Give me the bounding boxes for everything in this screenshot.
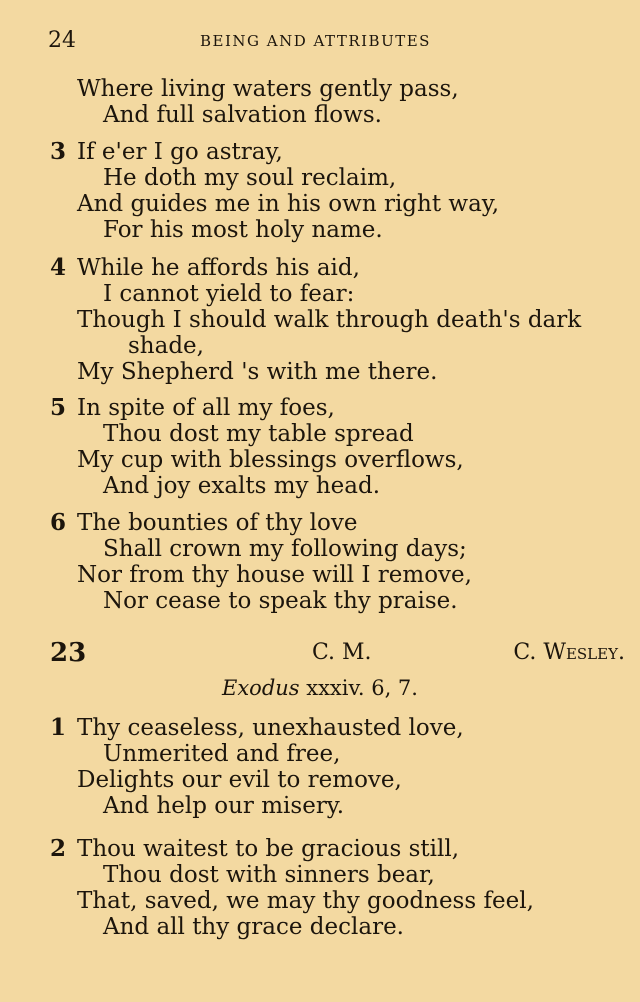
verse-line: Shall crown my following days; bbox=[103, 536, 467, 562]
verse-line: If e'er I go astray, bbox=[77, 139, 283, 165]
hymn-header bbox=[50, 638, 625, 668]
verse-line: My cup with blessings overflows, bbox=[77, 447, 464, 473]
verse-line: My Shepherd 's with me there. bbox=[77, 359, 438, 385]
verse-line: That, saved, we may thy goodness feel, bbox=[77, 888, 534, 914]
verse-line: Nor cease to speak thy praise. bbox=[103, 588, 458, 614]
verse-line: Thou dost my table spread bbox=[103, 421, 414, 447]
verse-line: While he affords his aid, bbox=[77, 255, 360, 281]
stanza-number: 4 bbox=[50, 254, 67, 281]
verse-line: And help our misery. bbox=[103, 793, 345, 819]
scripture-book: Exodus bbox=[222, 676, 300, 700]
stanza-number: 6 bbox=[50, 509, 67, 536]
verse-line: Thou waitest to be gracious still, bbox=[77, 836, 460, 862]
stanza-3 bbox=[50, 139, 630, 243]
stanza-number: 5 bbox=[50, 394, 67, 421]
verse-line: I cannot yield to fear: bbox=[103, 281, 355, 307]
stanza-4 bbox=[50, 255, 630, 385]
verse-line: And full salvation flows. bbox=[103, 102, 382, 128]
verse-line: Unmerited and free, bbox=[103, 741, 341, 767]
verse-line: Nor from thy house will I remove, bbox=[77, 562, 472, 588]
verse-line: shade, bbox=[128, 333, 204, 359]
stanza-number: 3 bbox=[50, 138, 67, 165]
verse-line: And all thy grace declare. bbox=[103, 914, 404, 940]
verse-line: And guides me in his own right way, bbox=[77, 191, 500, 217]
stanza-number: 2 bbox=[50, 835, 67, 862]
verse-line: And joy exalts my head. bbox=[103, 473, 381, 499]
hymn-author: C. Wesley. bbox=[513, 640, 625, 665]
running-title: BEING AND ATTRIBUTES bbox=[200, 32, 431, 50]
verse-line: Where living waters gently pass, bbox=[77, 76, 459, 102]
scripture-verses: xxxiv. 6, 7. bbox=[299, 676, 418, 700]
stanza-5 bbox=[50, 395, 630, 499]
stanza-6 bbox=[50, 510, 630, 614]
verse-line: The bounties of thy love bbox=[77, 510, 358, 536]
page-header bbox=[48, 28, 608, 54]
scripture-reference bbox=[222, 676, 418, 700]
verse-line: For his most holy name. bbox=[103, 217, 383, 243]
verse-line: Thy ceaseless, unexhausted love, bbox=[77, 715, 464, 741]
verse-line: Delights our evil to remove, bbox=[77, 767, 402, 793]
verse-line: Thou dost with sinners bear, bbox=[103, 862, 435, 888]
hymn-number: 23 bbox=[50, 638, 87, 668]
hymn-stanza-2 bbox=[50, 836, 630, 940]
verse-line: He doth my soul reclaim, bbox=[103, 165, 397, 191]
page-number: 24 bbox=[48, 28, 76, 53]
hymn-stanza-1 bbox=[50, 715, 630, 819]
verse-line: In spite of all my foes, bbox=[77, 395, 335, 421]
stanza-continued bbox=[50, 76, 630, 128]
hymn-meter: C. M. bbox=[312, 640, 372, 665]
verse-line: Though I should walk through death's dark bbox=[77, 307, 582, 333]
stanza-number: 1 bbox=[50, 714, 67, 741]
